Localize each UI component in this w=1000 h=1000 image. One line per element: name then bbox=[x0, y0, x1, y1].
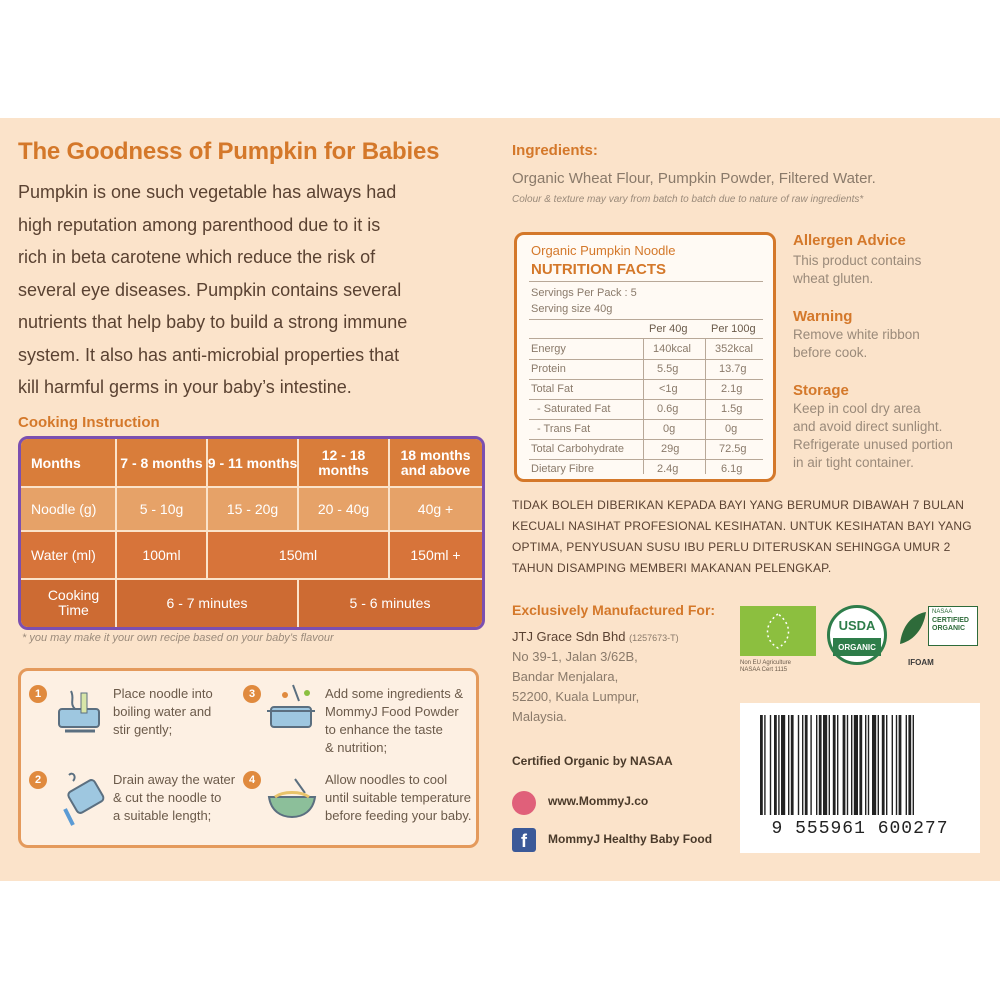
facebook-link[interactable]: MommyJ Healthy Baby Food bbox=[548, 832, 713, 846]
advisory-line: KECUALI NASIHAT PROFESIONAL KESIHATAN. UNTUK KESIHATAN BAYI YANG bbox=[512, 519, 972, 533]
col-per-100g: Per 100g bbox=[711, 323, 756, 335]
ingredients-title: Ingredients: bbox=[512, 142, 598, 159]
header-9-11: 9 - 11 months bbox=[207, 439, 298, 487]
table-divider bbox=[388, 439, 390, 579]
barcode-bar bbox=[778, 715, 779, 815]
header-7-8: 7 - 8 months bbox=[116, 439, 207, 487]
usda-label: USDA bbox=[838, 618, 876, 633]
barcode-bar bbox=[913, 715, 914, 815]
col-per-40g: Per 40g bbox=[649, 323, 688, 335]
step-number: 2 bbox=[29, 771, 47, 789]
nutrition-divider bbox=[529, 319, 763, 320]
company-name: JTJ Grace Sdn Bhd bbox=[512, 629, 626, 644]
nutrient-name: Dietary Fibre bbox=[531, 463, 594, 475]
nutrient-value: 0g bbox=[663, 423, 676, 435]
table-divider bbox=[21, 486, 482, 488]
nutrient-value: 0g bbox=[725, 423, 738, 435]
barcode-bar bbox=[892, 715, 893, 815]
barcode-bar bbox=[774, 715, 777, 815]
nutrient-value: 2.4g bbox=[657, 463, 679, 475]
allergen-line: This product contains bbox=[793, 253, 922, 268]
paragraph-line: nutrients that help baby to build a strong immune bbox=[18, 312, 408, 332]
barcode-bar bbox=[810, 715, 811, 815]
barcode-bar bbox=[843, 715, 846, 815]
step-line: to enhance the taste bbox=[325, 722, 443, 737]
facebook-icon: f bbox=[512, 828, 536, 852]
step-line: before feeding your baby. bbox=[325, 808, 472, 823]
nasaa-certified-label: CERTIFIED ORGANIC bbox=[932, 617, 969, 632]
paragraph-line: high reputation among parenthood due to it is bbox=[18, 214, 381, 235]
nutrient-name: - Trans Fat bbox=[537, 423, 591, 435]
barcode-bar bbox=[854, 715, 858, 815]
step-line: boiling water and bbox=[113, 704, 212, 719]
barcode-bar bbox=[819, 715, 822, 815]
step-line: Place noodle into bbox=[113, 686, 213, 701]
noodle-value: 15 - 20g bbox=[207, 487, 298, 531]
table-divider bbox=[21, 578, 482, 580]
globe-icon bbox=[512, 791, 536, 815]
barcode-bar bbox=[770, 715, 771, 815]
manufacturer-title: Exclusively Manufactured For: bbox=[512, 602, 716, 618]
nutrient-value: <1g bbox=[659, 383, 678, 395]
recipe-note: * you may make it your own recipe based on your baby’s flavour bbox=[22, 632, 334, 644]
nutrient-value: 0.6g bbox=[657, 403, 679, 415]
barcode-bar bbox=[788, 715, 789, 815]
allergen-line: wheat gluten. bbox=[793, 271, 874, 286]
barcode bbox=[740, 703, 980, 853]
paragraph-line: rich in beta carotene which reduce the risk of bbox=[18, 247, 376, 267]
goodness-paragraph bbox=[18, 176, 488, 404]
nutrition-divider bbox=[529, 459, 763, 460]
website-link[interactable]: www.MommyJ.co bbox=[548, 794, 649, 808]
step-line: & nutrition; bbox=[325, 740, 388, 755]
address-line: 52200, Kuala Lumpur, bbox=[512, 689, 640, 704]
pot-ingredients-illustration bbox=[265, 683, 319, 735]
usda-organic-label: ORGANIC bbox=[833, 638, 881, 656]
package-back-panel bbox=[0, 118, 1000, 881]
barcode-bar bbox=[865, 715, 866, 815]
barcode-bar bbox=[816, 715, 817, 815]
barcode-bar bbox=[859, 715, 862, 815]
header-months: Months bbox=[21, 439, 116, 487]
storage-title: Storage bbox=[793, 382, 849, 399]
barcode-bar bbox=[882, 715, 885, 815]
advisory-line: TIDAK BOLEH DIBERIKAN KEPADA BAYI YANG BERUMUR DIBAWAH 7 BULAN bbox=[512, 498, 965, 512]
storage-text bbox=[793, 400, 981, 472]
step-text bbox=[113, 685, 213, 739]
step-line: Add some ingredients & bbox=[325, 686, 464, 701]
table-divider bbox=[206, 439, 208, 579]
barcode-bar bbox=[908, 715, 911, 815]
pot-illustration bbox=[55, 687, 107, 735]
address-line: No 39-1, Jalan 3/62B, bbox=[512, 649, 638, 664]
step-line: a suitable length; bbox=[113, 808, 212, 823]
nutrient-value: 72.5g bbox=[719, 443, 747, 455]
nasaa-label: NASAA bbox=[932, 609, 953, 615]
nutrient-value: 140kcal bbox=[653, 343, 691, 355]
paragraph-line: several eye diseases. Pumpkin contains several bbox=[18, 279, 402, 300]
company-reg: (1257673-T) bbox=[629, 633, 679, 643]
nutrition-divider bbox=[529, 338, 763, 339]
advisory-line: TAHUN DISAMPING MEMBERI MAKANAN PELENGKAP. bbox=[512, 561, 832, 575]
usda-organic-logo bbox=[827, 605, 887, 665]
step-text bbox=[325, 685, 463, 757]
barcode-bar bbox=[798, 715, 799, 815]
nutrition-divider bbox=[529, 281, 763, 282]
barcode-bar bbox=[878, 715, 879, 815]
nutrient-value: 352kcal bbox=[715, 343, 753, 355]
warning-text bbox=[793, 326, 920, 362]
nutrient-value: 29g bbox=[661, 443, 680, 455]
barcode-bar bbox=[906, 715, 907, 815]
barcode-bar bbox=[837, 715, 838, 815]
step-text bbox=[113, 771, 235, 825]
barcode-number: 9 555961 600277 bbox=[771, 819, 949, 839]
water-value: 100ml bbox=[116, 531, 207, 579]
manufacturer-name bbox=[512, 629, 679, 644]
barcode-bars bbox=[758, 715, 963, 815]
storage-line: Keep in cool dry area bbox=[793, 401, 921, 416]
ifoam-caption: IFOAM bbox=[908, 658, 934, 667]
steps-box bbox=[18, 668, 479, 848]
nutrient-name: Energy bbox=[531, 343, 566, 355]
allergen-text bbox=[793, 252, 921, 288]
eu-caption: Non EU Agriculture NASAA Cert 1115 bbox=[740, 660, 792, 673]
nutrient-value: 6.1g bbox=[721, 463, 743, 475]
malay-advisory bbox=[512, 495, 982, 579]
step-line: & cut the noodle to bbox=[113, 790, 222, 805]
water-value: 150ml bbox=[207, 531, 389, 579]
barcode-bar bbox=[899, 715, 902, 815]
barcode-bar bbox=[760, 715, 763, 815]
nutrient-value: 2.1g bbox=[721, 383, 743, 395]
cooking-table bbox=[18, 436, 485, 630]
nutrient-name: Protein bbox=[531, 363, 566, 375]
eu-organic-logo bbox=[740, 606, 816, 656]
nutrient-value: 1.5g bbox=[721, 403, 743, 415]
barcode-bar bbox=[823, 715, 827, 815]
nasaa-box bbox=[928, 606, 978, 646]
ingredients-note: Colour & texture may vary from batch to batch due to nature of raw ingredients* bbox=[512, 194, 864, 205]
nutrient-value: 13.7g bbox=[719, 363, 747, 375]
barcode-bar bbox=[764, 715, 765, 815]
time-label: Cooking Time bbox=[21, 579, 116, 627]
advisory-line: OPTIMA, PENYUSUAN SUSU IBU PERLU DITERUSKAN SEHINGGA UMUR 2 bbox=[512, 540, 951, 554]
nutrition-divider bbox=[529, 399, 763, 400]
barcode-bar bbox=[781, 715, 785, 815]
nutrition-divider bbox=[529, 359, 763, 360]
bowl-illustration bbox=[265, 775, 319, 823]
header-18-above: 18 months and above bbox=[389, 439, 482, 487]
barcode-bar bbox=[851, 715, 852, 815]
table-divider bbox=[115, 439, 117, 627]
barcode-bar bbox=[872, 715, 876, 815]
nutrient-name: Total Carbohydrate bbox=[531, 443, 624, 455]
time-value: 6 - 7 minutes bbox=[116, 579, 298, 627]
barcode-bar bbox=[791, 715, 794, 815]
barcode-bar bbox=[868, 715, 869, 815]
time-value: 5 - 6 minutes bbox=[298, 579, 482, 627]
barcode-bar bbox=[805, 715, 808, 815]
noodle-value: 20 - 40g bbox=[298, 487, 389, 531]
barcode-bar bbox=[802, 715, 803, 815]
step-number: 4 bbox=[243, 771, 261, 789]
cooking-instruction-title: Cooking Instruction bbox=[18, 414, 160, 431]
nutrition-divider bbox=[529, 379, 763, 380]
step-line: MommyJ Food Powder bbox=[325, 704, 459, 719]
table-divider bbox=[297, 579, 299, 627]
step-line: until suitable temperature bbox=[325, 790, 471, 805]
step-text bbox=[325, 771, 471, 825]
serving-size: Serving size 40g bbox=[531, 303, 613, 315]
barcode-bar bbox=[896, 715, 897, 815]
drain-illustration bbox=[55, 767, 107, 829]
nutrition-divider bbox=[529, 439, 763, 440]
servings-per-pack: Servings Per Pack : 5 bbox=[531, 287, 637, 299]
water-label: Water (ml) bbox=[21, 531, 116, 579]
certified-organic: Certified Organic by NASAA bbox=[512, 754, 673, 768]
allergen-title: Allergen Advice bbox=[793, 232, 906, 249]
barcode-bar bbox=[886, 715, 887, 815]
paragraph-line: Pumpkin is one such vegetable has always had bbox=[18, 182, 397, 202]
warning-title: Warning bbox=[793, 308, 853, 325]
warning-line: before cook. bbox=[793, 345, 868, 360]
barcode-bar bbox=[847, 715, 848, 815]
nutrition-title: NUTRITION FACTS bbox=[531, 261, 666, 278]
eu-leaf-icon bbox=[740, 606, 816, 656]
goodness-title: The Goodness of Pumpkin for Babies bbox=[18, 138, 440, 165]
noodle-value: 5 - 10g bbox=[116, 487, 207, 531]
paragraph-line: kill harmful germs in your baby’s intestine. bbox=[18, 377, 352, 397]
paragraph-line: system. It also has anti-microbial properties that bbox=[18, 344, 400, 365]
nasaa-certified-logo bbox=[898, 606, 980, 650]
storage-line: in air tight container. bbox=[793, 455, 914, 470]
nutrition-product-name: Organic Pumpkin Noodle bbox=[531, 243, 676, 258]
table-divider bbox=[297, 439, 299, 531]
step-line: Allow noodles to cool bbox=[325, 772, 448, 787]
storage-line: and avoid direct sunlight. bbox=[793, 419, 943, 434]
storage-line: Refrigerate unused portion bbox=[793, 437, 953, 452]
nutrient-name: Total Fat bbox=[531, 383, 574, 395]
table-divider bbox=[21, 530, 482, 532]
address-line: Bandar Menjalara, bbox=[512, 669, 619, 684]
warning-line: Remove white ribbon bbox=[793, 327, 920, 342]
water-value: 150ml + bbox=[389, 531, 482, 579]
nutrient-name: - Saturated Fat bbox=[537, 403, 611, 415]
noodle-label: Noodle (g) bbox=[21, 487, 116, 531]
address-line: Malaysia. bbox=[512, 709, 567, 724]
step-number: 1 bbox=[29, 685, 47, 703]
barcode-bar bbox=[833, 715, 836, 815]
header-12-18: 12 - 18 months bbox=[298, 439, 389, 487]
step-number: 3 bbox=[243, 685, 261, 703]
barcode-bar bbox=[829, 715, 830, 815]
ingredients-text: Organic Wheat Flour, Pumpkin Powder, Filtered Water. bbox=[512, 170, 876, 187]
nutrition-divider bbox=[529, 419, 763, 420]
step-line: Drain away the water bbox=[113, 772, 236, 787]
nutrition-facts-panel bbox=[514, 232, 776, 482]
step-line: stir gently; bbox=[113, 722, 173, 737]
noodle-value: 40g + bbox=[389, 487, 482, 531]
leaf-icon bbox=[898, 610, 928, 646]
nutrient-value: 5.5g bbox=[657, 363, 679, 375]
